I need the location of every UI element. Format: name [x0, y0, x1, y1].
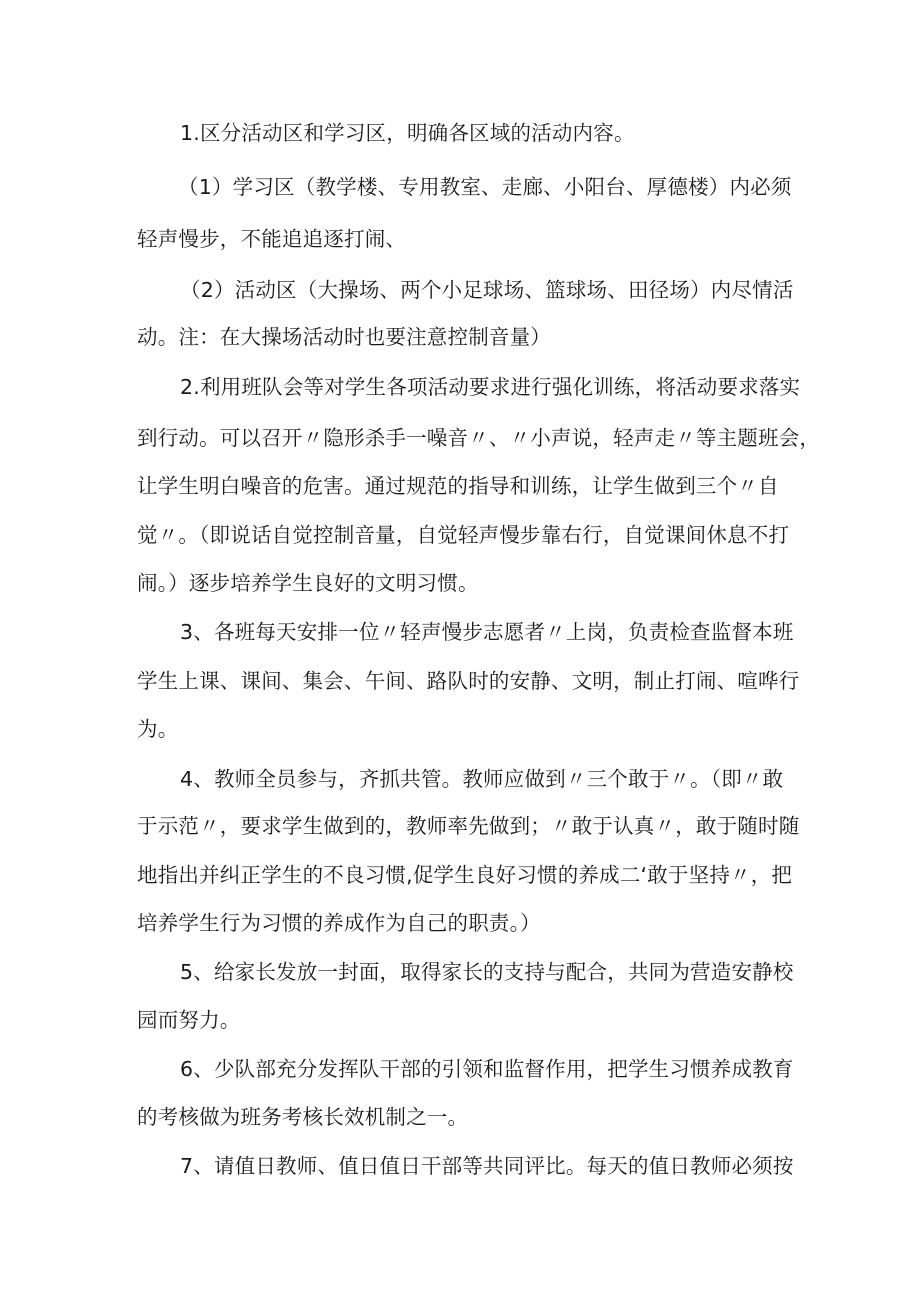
text-line: 园而努力。 [137, 1008, 241, 1032]
text-line: 觉〃。（即说话自觉控制音量，自觉轻声慢步靠右行，自觉课间休息不打 [137, 523, 790, 547]
text-line: 5、给家长发放一封面，取得家长的支持与配合，共同为营造安静校 [180, 960, 794, 984]
text-line: 为。 [137, 717, 179, 741]
text-line: 3、各班每天安排一位〃轻声慢步志愿者〃上岗，负责检查监督本班 [180, 620, 794, 644]
text-line: 让学生明白噪音的危害。通过规范的指导和训练，让学生做到三个〃自 [137, 474, 779, 498]
text-line: 地指出并纠正学生的不良习惯,促学生良好习惯的养成二‘敢于坚持〃，把 [137, 863, 793, 887]
text-line: （2）活动区（大操场、两个小足球场、篮球场、田径场）内尽情活 [180, 278, 794, 302]
text-line: 学生上课、课间、集会、午间、路队时的安静、文明，制止打闹、喧哗行 [137, 669, 800, 693]
text-line: 2.利用班队会等对学生各项活动要求进行强化训练，将活动要求落实 [180, 375, 801, 399]
text-line: 到行动。可以召开〃隐形杀手一噪音〃、〃小声说，轻声走〃等主题班会， [137, 426, 821, 450]
text-line: 4、教师全员参与，齐抓共管。教师应做到〃三个敢于〃。（即〃敢 [180, 767, 784, 791]
text-line: 轻声慢步，不能追追逐打闹、 [137, 227, 407, 251]
text-line: 于示范〃，要求学生做到的，教师率先做到；〃敢于认真〃，敢于随时随 [137, 814, 800, 838]
text-line: 1.区分活动区和学习区，明确各区域的活动内容。 [180, 121, 635, 145]
text-line: 的考核做为班务考核长效机制之一。 [137, 1105, 469, 1129]
text-line: 7、请值日教师、值日值日干部等共同评比。每天的值日教师必须按 [180, 1154, 794, 1178]
text-line: 闹。）逐步培养学生良好的文明习惯。 [137, 571, 479, 595]
text-line: 培养学生行为习惯的养成作为自己的职责。） [137, 911, 541, 935]
text-line: 6、少队部充分发挥队干部的引领和监督作用，把学生习惯养成教育 [180, 1057, 794, 1081]
text-line: （1）学习区（教学楼、专用教室、走廊、小阳台、厚德楼）内必须 [178, 175, 792, 199]
text-line: 动。注：在大操场活动时也要注意控制音量） [137, 325, 551, 349]
